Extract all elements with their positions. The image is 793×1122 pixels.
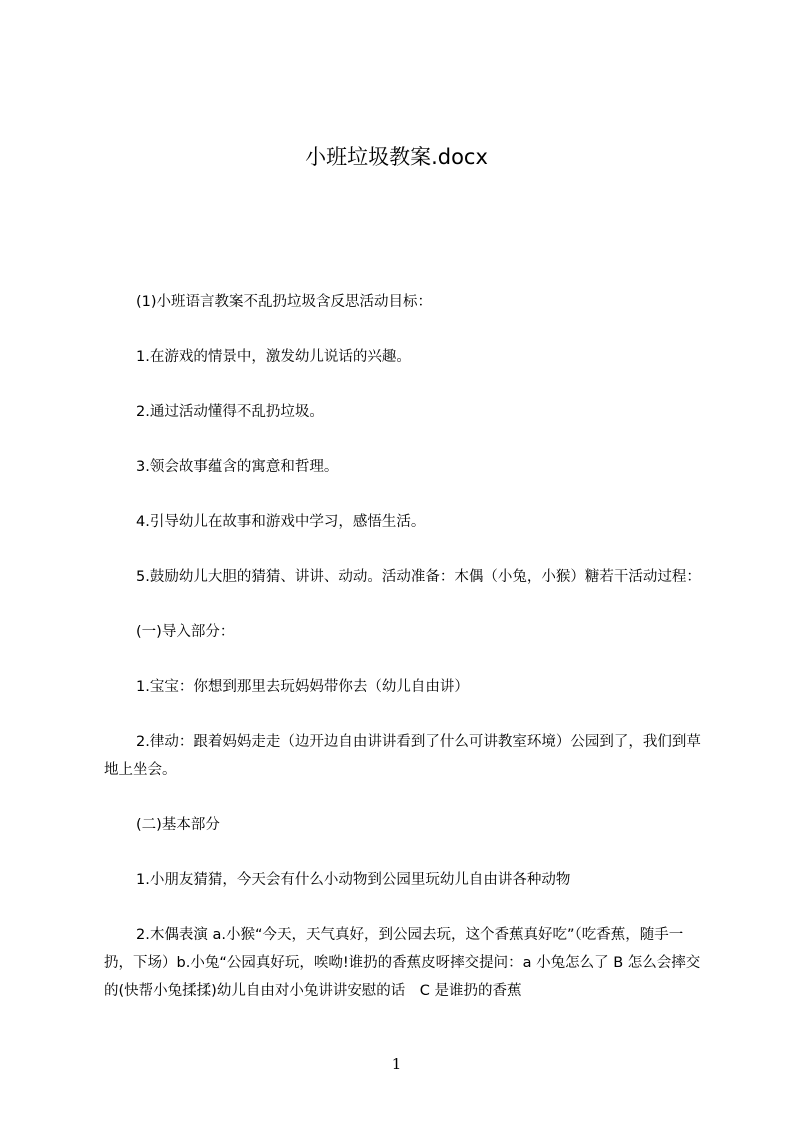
paragraph-objective-4: 4.引导幼儿在故事和游戏中学习，感悟生活。 <box>136 514 426 530</box>
paragraph-objective-2: 2.通过活动懂得不乱扔垃圾。 <box>136 404 324 420</box>
paragraph-basic-2: 2.木偶表演 a.小猴“今天，天气真好，到公园去玩，这个香蕉真好吃”（吃香蕉，随手一扔，下场）b.小兔“公园真好玩，唉呦!谁扔的香蕉皮呀摔交提问：a 小兔怎么了 B 怎么会摔交的(快帮小兔揉揉)幼儿自由对小兔讲讲安慰的话 C 是谁扔的香蕉 <box>104 927 701 999</box>
paragraph-objective-1: 1.在游戏的情景中，激发幼儿说话的兴趣。 <box>136 349 411 365</box>
paragraph-basic-1: 1.小朋友猜猜，今天会有什么小动物到公园里玩幼儿自由讲各种动物 <box>136 872 571 888</box>
paragraph-section-intro: (一)导入部分： <box>136 624 235 640</box>
paragraph-intro-2: 2.律动：跟着妈妈走走（边开边自由讲讲看到了什么可讲教室环境）公园到了，我们到草地上坐会。 <box>104 734 701 778</box>
document-body <box>104 288 704 1032</box>
paragraph-section-basic: (二)基本部分 <box>136 817 220 833</box>
page-number: 1 <box>391 1055 402 1073</box>
paragraph-objectives-heading: (1)小班语言教案不乱扔垃圾含反思活动目标： <box>136 294 433 310</box>
paragraph-intro-1: 1.宝宝：你想到那里去玩妈妈带你去（幼儿自由讲） <box>136 679 469 695</box>
document-title: 小班垃圾教案.docx <box>305 145 488 169</box>
paragraph-objective-3: 3.领会故事蕴含的寓意和哲理。 <box>136 459 339 475</box>
paragraph-objective-5: 5.鼓励幼儿大胆的猜猜、讲讲、动动。活动准备：木偶（小兔，小猴）糖若干活动过程： <box>136 569 701 585</box>
